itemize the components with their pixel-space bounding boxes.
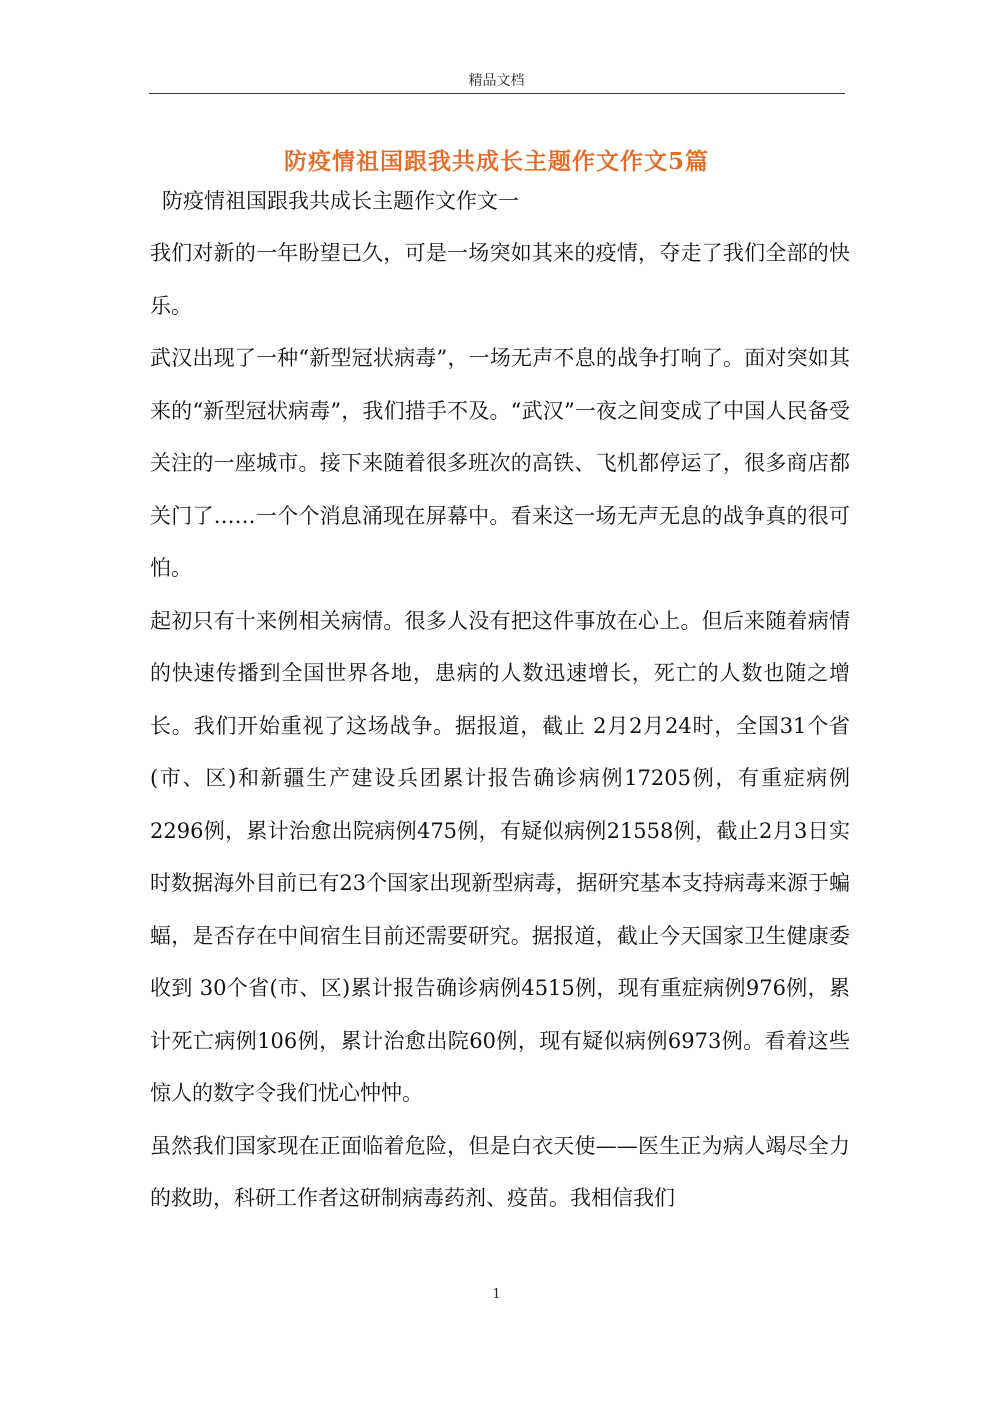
paragraph-2: 武汉出现了一种“新型冠状病毒”，一场无声不息的战争打响了。面对突如其来的“新型冠状病毒”，我们措手不及。“武汉”一夜之间变成了中国人民备受关注的一座城市。接下来随着很多班次的高铁、飞机都停运了，很多商店都关门了……一个个消息涌现在屏幕中。看来这一场无声无息的战争真的很可怕。 — [150, 346, 850, 580]
page-header: 精品文档 — [468, 73, 525, 89]
paragraph-1: 我们对新的一年盼望已久，可是一场突如其来的疫情，夺走了我们全部的快乐。 — [150, 241, 850, 318]
paragraph-3: 起初只有十来例相关病情。很多人没有把这件事放在心上。但后来随着病情的快速传播到全国世界各地，患病的人数迅速增长，死亡的人数也随之增长。我们开始重视了这场战争。据报道，截止 2月2月24时，全国31个省(市、区)和新疆生产建设兵团累计报告确诊病例17205例，有重症病例2296例，累计治愈出院病例475例，有疑似病例21558例，截止2月3日实时数据海外目前已有23个国家出现新型病毒，据研究基本支持病毒来源于蝙蝠，是否存在中间宿生目前还需要研究。据报道，截止今天国家卫生健康委收到 30个省(市、区)累计报告确诊病例4515例，现有重症病例976例，累计死亡病例106例，累计治愈出院60例，现有疑似病例6973例。看着这些惊人的数字令我们忧心忡忡。 — [150, 608, 850, 1105]
page-number: 1 — [492, 1287, 501, 1302]
document-body — [150, 175, 850, 1225]
essay-subheading: 防疫情祖国跟我共成长主题作文作文一 — [162, 189, 519, 213]
paragraph-4: 虽然我们国家现在正面临着危险，但是白衣天使——医生正为病人竭尽全力的救助，科研工作者这研制病毒药剂、疫苗。我相信我们 — [150, 1133, 850, 1210]
header-divider — [149, 93, 845, 94]
document-title: 防疫情祖国跟我共成长主题作文作文5篇 — [283, 148, 709, 176]
